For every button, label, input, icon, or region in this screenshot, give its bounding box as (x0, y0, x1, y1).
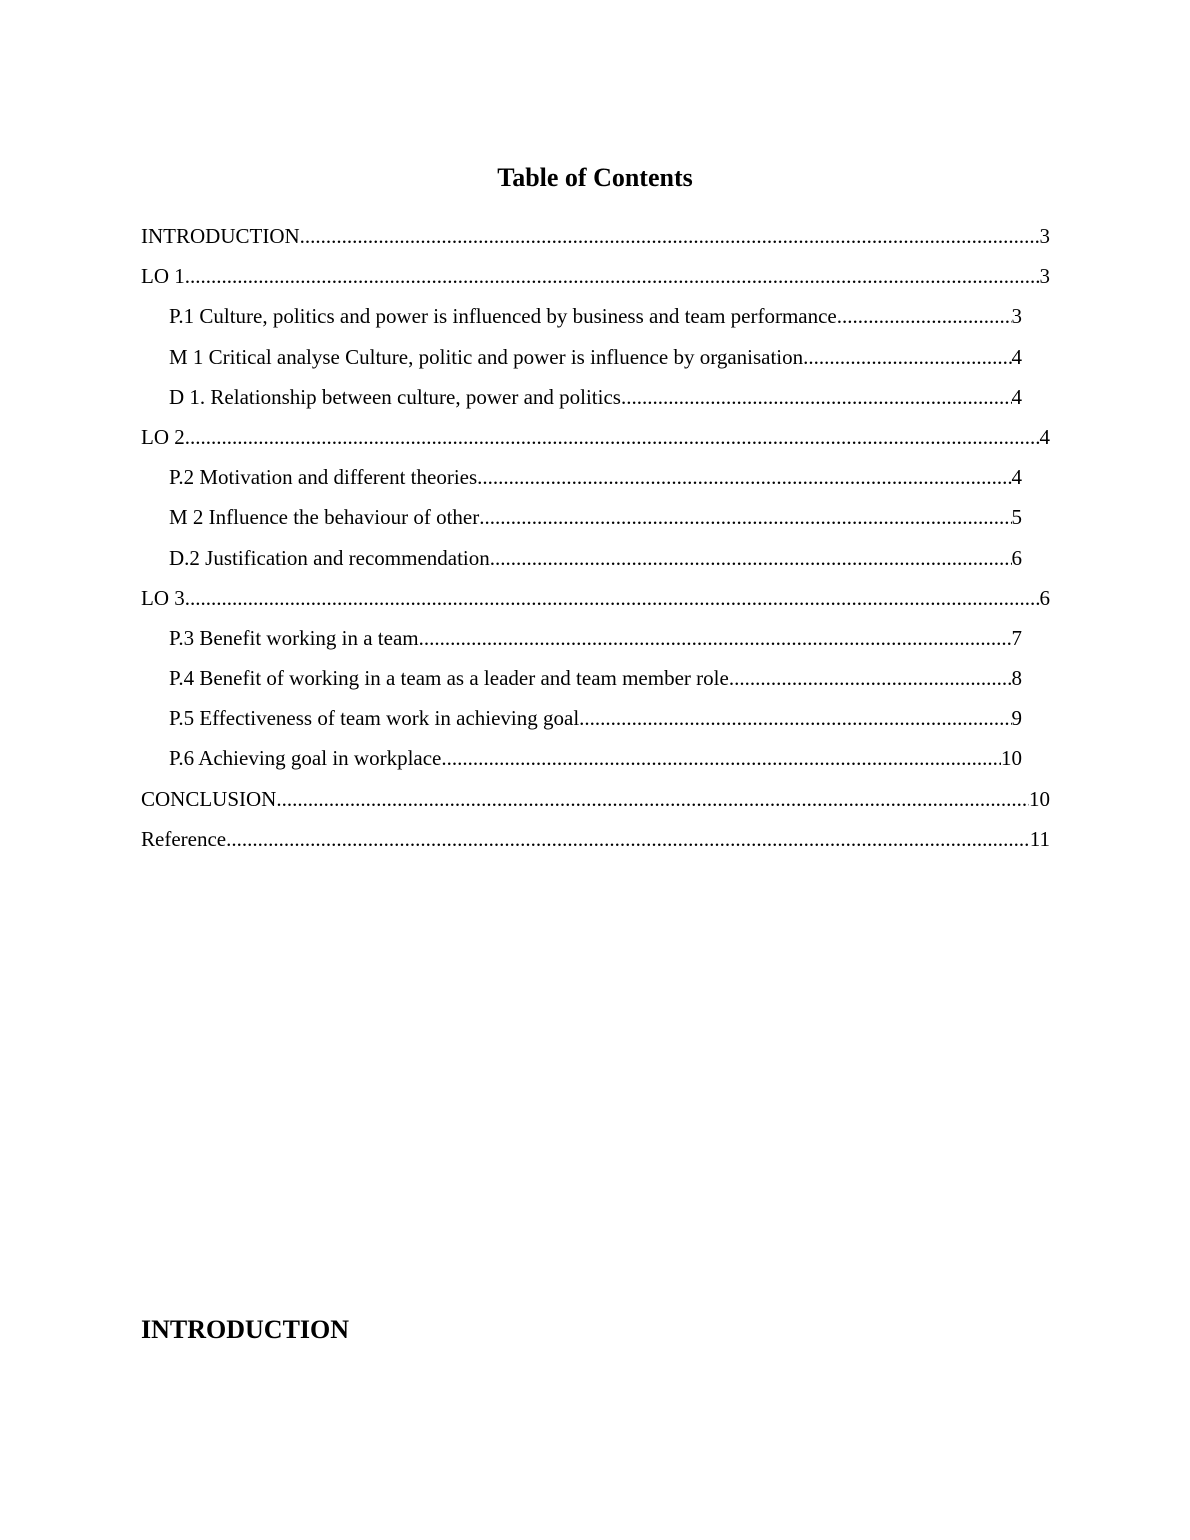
toc-entry-label: CONCLUSION (141, 786, 277, 811)
toc-entry-label: P.3 Benefit working in a team (169, 625, 419, 650)
toc-page-number: 7 (1011, 625, 1022, 650)
toc-page-number: 9 (1011, 706, 1022, 731)
toc-entry-label: P.1 Culture, politics and power is influenced by business and team performance (169, 304, 837, 329)
toc-entry[interactable] (169, 744, 1022, 784)
toc-page-number: 4 (1011, 384, 1022, 409)
toc-entry-label: P.2 Motivation and different theories (169, 465, 478, 490)
toc-leader-dots (579, 704, 1011, 732)
toc-entry-label: LO 1 (141, 264, 185, 289)
toc-page-number: 4 (1039, 424, 1050, 449)
toc-entry[interactable] (169, 664, 1022, 704)
section-heading: INTRODUCTION (141, 1315, 350, 1344)
toc-leader-dots (185, 584, 1040, 612)
toc-entry-label: D.2 Justification and recommendation (169, 545, 490, 570)
toc-entry[interactable] (141, 222, 1050, 262)
toc-entry-label: P.4 Benefit of working in a team as a leader and team member role (169, 666, 729, 691)
toc-leader-dots (729, 664, 1012, 692)
toc-entry[interactable] (169, 383, 1022, 423)
toc-leader-dots (185, 423, 1040, 451)
toc-entry-label: M 1 Critical analyse Culture, politic and power is influence by organisation (169, 344, 804, 369)
toc-page-number: 4 (1011, 344, 1022, 369)
toc-entry-label: M 2 Influence the behaviour of other (169, 505, 480, 530)
toc-entry[interactable] (141, 262, 1050, 302)
toc-leader-dots (621, 383, 1012, 411)
toc-entry[interactable] (169, 624, 1022, 664)
toc-entry-label: D 1. Relationship between culture, power and politics (169, 384, 621, 409)
toc-title: Table of Contents (497, 163, 693, 192)
toc-entry[interactable] (169, 544, 1022, 584)
toc-page-number: 10 (1001, 746, 1022, 771)
toc-entry-label: LO 3 (141, 585, 185, 610)
table-of-contents (141, 222, 1050, 865)
toc-entry-label: INTRODUCTION (141, 224, 300, 248)
toc-page-number: 6 (1039, 585, 1050, 610)
toc-leader-dots (419, 624, 1012, 652)
toc-entry-label: Reference (141, 826, 227, 851)
toc-page-number: 3 (1039, 224, 1050, 248)
toc-page-number: 11 (1029, 826, 1050, 851)
toc-page-number: 4 (1011, 465, 1022, 490)
toc-entry-label: P.6 Achieving goal in workplace (169, 746, 442, 771)
toc-leader-dots (226, 825, 1030, 853)
toc-entry[interactable] (141, 423, 1050, 463)
toc-entry-label: LO 2 (141, 424, 185, 449)
toc-page-number: 3 (1039, 264, 1050, 289)
toc-leader-dots (803, 343, 1011, 371)
toc-page-number: 6 (1011, 545, 1022, 570)
toc-entry[interactable] (141, 584, 1050, 624)
toc-entry[interactable] (169, 343, 1022, 383)
toc-entry-label: P.5 Effectiveness of team work in achieving goal (169, 706, 580, 731)
toc-entry[interactable] (141, 785, 1050, 825)
toc-page-number: 10 (1029, 786, 1050, 811)
toc-entry[interactable] (169, 503, 1022, 543)
toc-entry[interactable] (169, 704, 1022, 744)
toc-page-number: 8 (1011, 666, 1022, 691)
toc-leader-dots (490, 544, 1012, 572)
toc-leader-dots (300, 222, 1040, 250)
toc-leader-dots (479, 503, 1011, 531)
toc-leader-dots (441, 744, 1001, 772)
toc-page-number: 5 (1011, 505, 1022, 530)
toc-entry[interactable] (169, 302, 1022, 342)
toc-leader-dots (185, 262, 1040, 290)
toc-page-number: 3 (1011, 304, 1022, 329)
toc-leader-dots (477, 463, 1011, 491)
toc-entry[interactable] (169, 463, 1022, 503)
toc-entry[interactable] (141, 825, 1050, 865)
toc-leader-dots (837, 302, 1012, 330)
toc-leader-dots (276, 785, 1029, 813)
